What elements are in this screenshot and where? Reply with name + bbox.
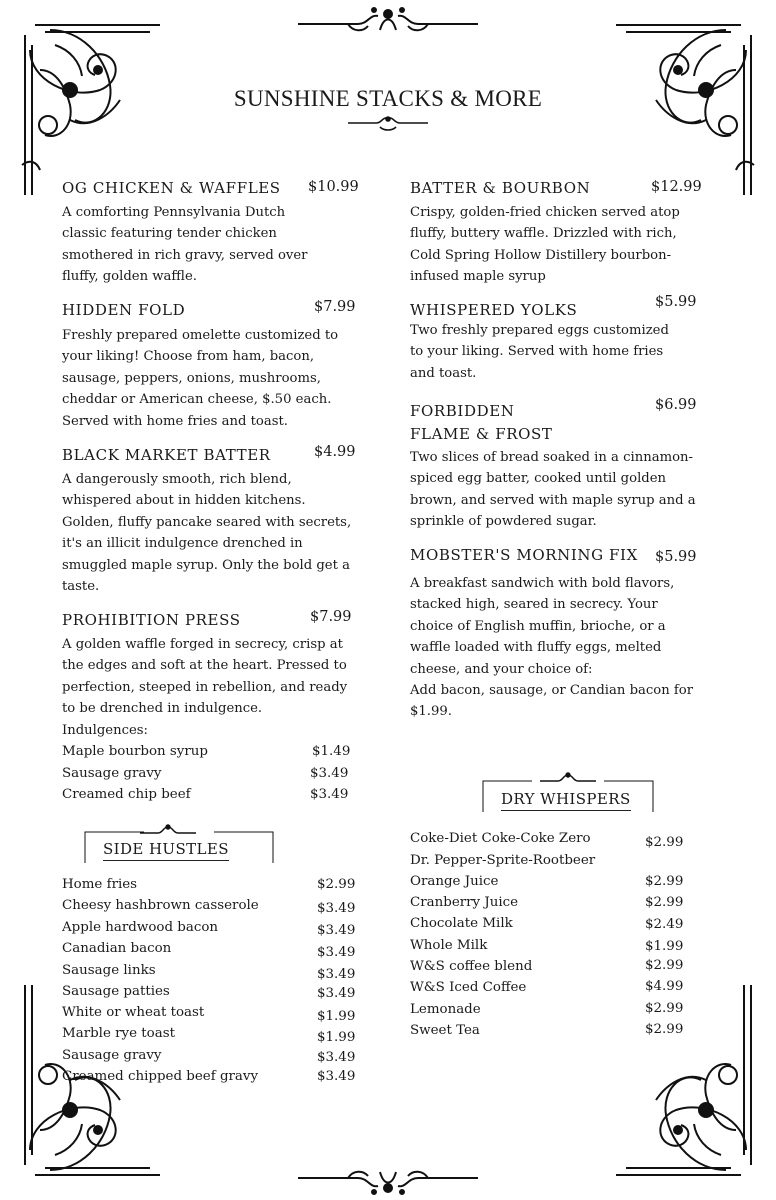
drink-item-label: Whole Milk	[410, 938, 488, 953]
drink-item-row	[410, 959, 700, 974]
item-price-og-chicken-waffles: $10.99	[308, 179, 359, 195]
item-price-hidden-fold: $7.99	[314, 299, 356, 315]
side-item-label: Cheesy hashbrown casserole	[62, 898, 259, 913]
side-item-row	[62, 984, 362, 999]
side-item-row	[62, 1069, 362, 1084]
side-item-row	[62, 898, 362, 916]
item-name-whispered-yolks: WHISPERED YOLKS	[410, 301, 578, 319]
drink-item-price: $2.99	[645, 1022, 684, 1037]
item-price-mobsters-morning-fix: $5.99	[655, 549, 697, 565]
drink-item-price: $2.99	[645, 1001, 684, 1016]
addon-price: $1.49	[312, 744, 351, 759]
item-price-batter-bourbon: $12.99	[651, 179, 702, 195]
item-desc-batter-bourbon: Crispy, golden-fried chicken served atop fluffy, buttery waffle. Drizzled with rich, Cold Spring Hollow Distillery bourbon- infused maple syrup	[410, 205, 680, 285]
addon-row	[62, 744, 352, 759]
item-desc-mobsters-morning-fix: A breakfast sandwich with bold flavors, stacked high, seared in secrecy. Your choice of English muffin, brioche, or a waffle loaded with fluffy eggs, melted cheese, and your choice of: Add bacon, sausage, or Candian bacon for $1.99.	[410, 576, 694, 720]
side-item-price: $3.49	[317, 967, 356, 982]
drink-item-row	[410, 938, 700, 953]
item-price-black-market-batter: $4.99	[314, 444, 356, 460]
item-price-whispered-yolks: $5.99	[655, 294, 697, 310]
side-item-price: $3.49	[317, 1069, 356, 1084]
drink-item-label: Dr. Pepper-Sprite-Rootbeer	[410, 853, 596, 868]
item-desc-forbidden-flame-frost: Two slices of bread soaked in a cinnamon- spiced egg batter, cooked until golden brown, and served with maple syrup and a sprinkle of powdered sugar.	[410, 450, 696, 530]
drink-item-row	[410, 831, 700, 850]
drink-item-price: $2.99	[645, 874, 684, 889]
drink-item-label: Lemonade	[410, 1002, 481, 1017]
side-item-row	[62, 1048, 362, 1063]
drink-item-row	[410, 895, 700, 910]
side-item-label: Marble rye toast	[62, 1026, 175, 1041]
drink-item-label: Coke-Diet Coke-Coke Zero	[410, 831, 591, 846]
drink-item-price: $2.99	[645, 958, 684, 973]
drink-item-row	[410, 980, 700, 995]
drink-item-label: Sweet Tea	[410, 1023, 480, 1038]
item-name-batter-bourbon: BATTER & BOURBON	[410, 179, 591, 197]
item-price-forbidden-flame-frost: $6.99	[655, 397, 697, 413]
addon-label: Sausage gravy	[62, 766, 162, 781]
side-item-price: $3.49	[317, 1050, 356, 1065]
side-item-row	[62, 1026, 362, 1045]
drink-item-row	[410, 874, 700, 889]
dry-whispers-heading: DRY WHISPERS	[501, 790, 631, 811]
side-item-price: $3.49	[317, 986, 356, 1001]
addon-price: $3.49	[310, 766, 349, 781]
side-hustles-heading: SIDE HUSTLES	[103, 840, 229, 861]
menu-title: SUNSHINE STACKS & MORE	[233, 86, 543, 111]
drink-item-price: $1.99	[645, 939, 684, 954]
title-underline-flourish-icon	[346, 114, 430, 132]
side-item-row	[62, 1005, 362, 1024]
drink-item-price: $2.99	[645, 835, 684, 850]
item-desc-whispered-yolks: Two freshly prepared eggs customized to your liking. Served with home fries and toast.	[410, 323, 669, 381]
side-item-label: Sausage gravy	[62, 1048, 162, 1063]
drink-item-price: $2.49	[645, 917, 684, 932]
drink-item-label: W&S coffee blend	[410, 959, 533, 974]
item-name-forbidden-flame-frost-line2: FLAME & FROST	[410, 425, 553, 443]
side-item-price: $1.99	[317, 1030, 356, 1045]
side-item-price: $3.49	[317, 923, 356, 938]
side-item-price: $2.99	[317, 877, 356, 892]
drink-item-row	[410, 1002, 700, 1017]
side-item-label: Sausage patties	[62, 984, 170, 999]
drink-item-label: Chocolate Milk	[410, 916, 513, 931]
side-item-label: Creamed chipped beef gravy	[62, 1069, 259, 1084]
drink-item-label: Cranberry Juice	[410, 895, 519, 910]
side-item-price: $3.49	[317, 901, 356, 916]
drink-item-label: W&S Iced Coffee	[410, 980, 527, 995]
item-desc-black-market-batter: A dangerously smooth, rich blend, whispered about in hidden kitchens. Golden, fluffy pancake seared with secrets, it's an illicit indulgence drenched in smuggled maple syrup. Only the bold get a taste.	[62, 472, 352, 595]
item-desc-hidden-fold: Freshly prepared omelette customized to your liking! Choose from ham, bacon, sausage, peppers, onions, mushrooms, cheddar or American cheese, $.50 each. Served with home fries and toast.	[62, 328, 339, 429]
drink-item-row	[410, 916, 700, 931]
bottom-center-flourish-icon	[298, 1164, 478, 1198]
drink-item-price: $4.99	[645, 979, 684, 994]
drink-item-row	[410, 1023, 700, 1038]
addon-row	[62, 787, 352, 802]
drink-item-price: $2.99	[645, 895, 684, 910]
drink-item-row	[410, 853, 700, 868]
side-item-row	[62, 963, 362, 982]
item-name-hidden-fold: HIDDEN FOLD	[62, 301, 186, 319]
drink-item-label: Orange Juice	[410, 874, 499, 889]
addon-label: Creamed chip beef	[62, 787, 191, 802]
item-name-black-market-batter: BLACK MARKET BATTER	[62, 446, 271, 464]
side-item-price: $3.49	[317, 945, 356, 960]
side-item-row	[62, 877, 362, 892]
addon-price: $3.49	[310, 787, 349, 802]
side-item-row	[62, 941, 362, 960]
item-name-og-chicken-waffles: OG CHICKEN & WAFFLES	[62, 179, 281, 197]
side-item-label: Canadian bacon	[62, 941, 172, 956]
item-name-prohibition-press: PROHIBITION PRESS	[62, 611, 241, 629]
item-price-prohibition-press: $7.99	[310, 609, 352, 625]
side-item-label: White or wheat toast	[62, 1005, 205, 1020]
item-name-mobsters-morning-fix: MOBSTER'S MORNING FIX	[410, 546, 638, 564]
side-item-price: $1.99	[317, 1009, 356, 1024]
addon-label: Maple bourbon syrup	[62, 744, 208, 759]
side-item-label: Sausage links	[62, 963, 156, 978]
item-name-forbidden-flame-frost: FORBIDDEN	[410, 402, 515, 420]
side-item-label: Home fries	[62, 877, 138, 892]
top-center-flourish-icon	[298, 4, 478, 38]
side-item-row	[62, 920, 362, 938]
side-item-label: Apple hardwood bacon	[62, 920, 219, 935]
item-desc-og-chicken-waffles: A comforting Pennsylvania Dutch classic featuring tender chicken smothered in rich gravy, served over fluffy, golden waffle.	[62, 205, 308, 285]
addon-row	[62, 766, 352, 781]
item-desc-prohibition-press: A golden waffle forged in secrecy, crisp at the edges and soft at the heart. Pressed to perfection, steeped in rebellion, and ready to be drenched in indulgence. Indulgences:	[62, 637, 348, 738]
